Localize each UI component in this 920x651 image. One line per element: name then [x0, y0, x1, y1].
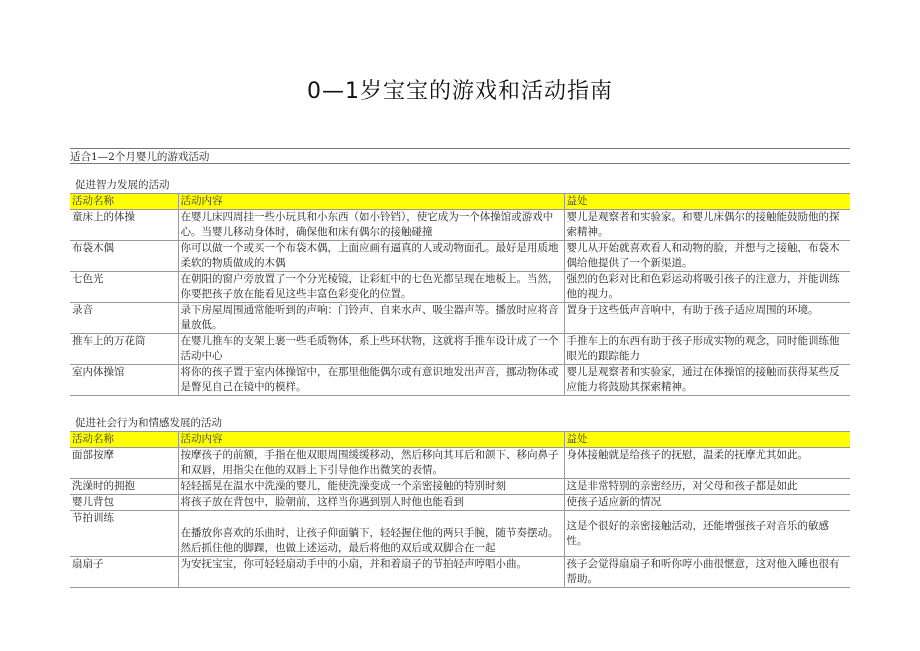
activity-benefit: 使孩子适应新的情况: [564, 495, 850, 511]
activity-content: 你可以做一个或买一个布袋木偶，上面应画有逼真的人或动物面孔。最好是用质地柔软的物质做成的木偶: [178, 241, 564, 272]
header-benefit: 益处: [564, 432, 850, 448]
table-row: [70, 334, 850, 365]
activity-content: 将孩子放在背包中，脸朝前，这样当你遇到别人时他也能看到: [178, 495, 564, 511]
activity-content: 在婴儿床四周挂一些小玩具和小东西（如小铃铛），使它成为一个体操馆或游戏中心。当婴儿移动身体时，确保他和床有偶尔的接触碰撞: [178, 210, 564, 241]
activity-benefit: 婴儿从开始就喜欢看人和动物的脸，并想与之接触，布袋木偶给他提供了一个新渠道。: [564, 241, 850, 272]
table-header-row: [70, 432, 850, 448]
activity-content: 录下房屋周围通常能听到的声响：门铃声、自来水声、吸尘器声等。播放时应将音量放低。: [178, 303, 564, 334]
activity-name: 洗澡时的拥抱: [70, 479, 178, 495]
table-row: [70, 511, 850, 557]
table-row: [70, 365, 850, 396]
activity-name: 节拍训练: [70, 511, 178, 557]
header-activity-content: 活动内容: [178, 194, 564, 210]
activity-benefit: 强烈的色彩对比和色彩运动将吸引孩子的注意力，并能训练他的视力。: [564, 272, 850, 303]
table-row: [70, 495, 850, 511]
activity-name: 扇扇子: [70, 557, 178, 588]
table-header-row: [70, 194, 850, 210]
activity-name: 七色光: [70, 272, 178, 303]
section-title-intellect: 促进智力发展的活动: [75, 179, 170, 191]
divider-top: [70, 148, 850, 149]
activity-content: 在婴儿推车的支架上裹一些毛质物体，系上些环状物，这就将手推车设计成了一个活动中心: [178, 334, 564, 365]
activity-name: 推车上的万花筒: [70, 334, 178, 365]
activity-name: 室内体操馆: [70, 365, 178, 396]
activity-name: 布袋木偶: [70, 241, 178, 272]
activity-content: 为安抚宝宝，你可轻轻扇动手中的小扇，并和着扇子的节拍轻声哼唱小曲。: [178, 557, 564, 588]
activity-name: 童床上的体操: [70, 210, 178, 241]
activity-benefit: 手推车上的东西有助于孩子形成实物的观念，同时能训练他眼光的跟踪能力: [564, 334, 850, 365]
activity-benefit: 置身于这些低声音响中，有助于孩子适应周围的环境。: [564, 303, 850, 334]
header-activity-name: 活动名称: [70, 432, 178, 448]
activity-table-social: [70, 431, 850, 588]
activity-name: 面部按摩: [70, 448, 178, 479]
activity-benefit: 这是个很好的亲密接触活动，还能增强孩子对音乐的敏感性。: [564, 511, 850, 557]
activity-benefit: 婴儿是观察者和实验家。和婴儿床偶尔的接触能鼓励他的探索精神。: [564, 210, 850, 241]
activity-content: 将你的孩子置于室内体操馆中，在那里他能偶尔或有意识地发出声音，挪动物体或是瞥见自己在镜中的模样。: [178, 365, 564, 396]
activity-name: 婴儿背包: [70, 495, 178, 511]
table-row: [70, 448, 850, 479]
activity-content: 在朝阳的窗户旁放置了一个分光棱镜，让彩虹中的七色光都呈现在地板上。当然，你要把孩子放在能看见这些丰富色彩变化的位置。: [178, 272, 564, 303]
activity-content: 轻轻摇晃在温水中洗澡的婴儿，能使洗澡变成一个亲密接触的特别时刻: [178, 479, 564, 495]
table-row: [70, 210, 850, 241]
header-activity-name: 活动名称: [70, 194, 178, 210]
activity-benefit: 婴儿是观察者和实验家，通过在体操馆的接触而获得某些反应能力将鼓励其探索精神。: [564, 365, 850, 396]
table-row: [70, 479, 850, 495]
header-activity-content: 活动内容: [178, 432, 564, 448]
section-title-social: 促进社会行为和情感发展的活动: [75, 417, 222, 429]
activity-content: 按摩孩子的前额，手指在他双眼周围缓缓移动，然后移向其耳后和颌下、移向鼻子和双唇，用指尖在他的双唇上下引导他作出微笑的表情。: [178, 448, 564, 479]
table-row: [70, 272, 850, 303]
age-heading: 适合1—2个月婴儿的游戏活动: [70, 151, 210, 163]
activity-benefit: 身体接触就是给孩子的抚慰，温柔的抚摩尤其如此。: [564, 448, 850, 479]
divider-age: [70, 163, 850, 164]
activity-content: 在播放你喜欢的乐曲时，让孩子仰面躺下，轻轻握住他的两只手腕，随节奏摆动。然后抓住他的脚踝，也做上述运动，最后将他的双后或双脚合在一起: [178, 511, 564, 557]
table-row: [70, 241, 850, 272]
document-title: 0—1岁宝宝的游戏和活动指南: [307, 79, 613, 104]
activity-table-intellect: [70, 193, 850, 396]
header-benefit: 益处: [564, 194, 850, 210]
activity-name: 录音: [70, 303, 178, 334]
activity-benefit: 孩子会觉得扇扇子和听你哼小曲很惬意，这对他入睡也很有帮助。: [564, 557, 850, 588]
table-row: [70, 303, 850, 334]
table-row: [70, 557, 850, 588]
activity-benefit: 这是非常特别的亲密经历，对父母和孩子都是如此: [564, 479, 850, 495]
